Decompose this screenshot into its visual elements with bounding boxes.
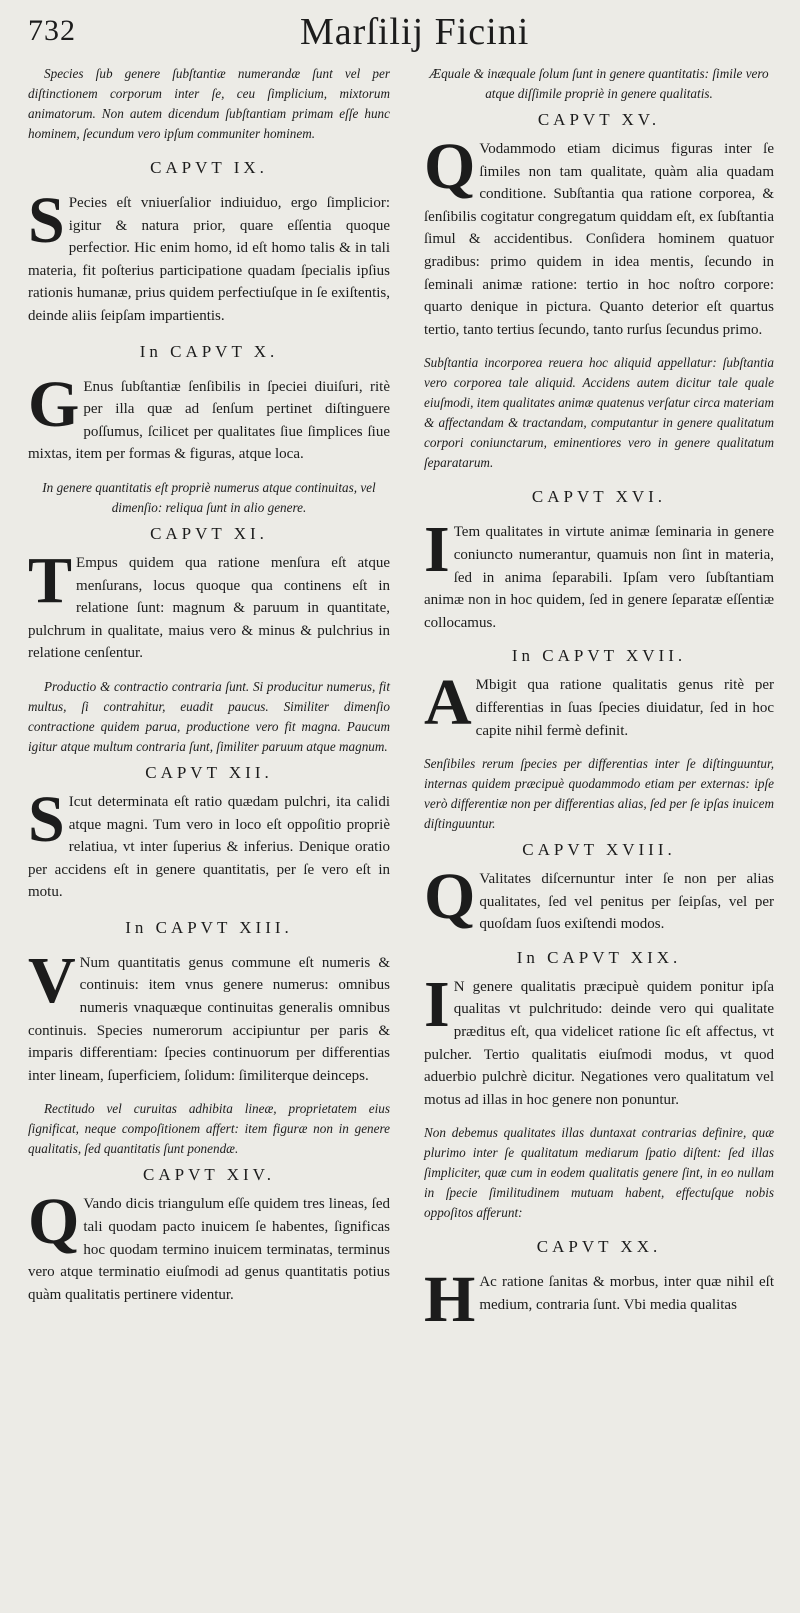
chapter-text xyxy=(28,1185,390,1306)
chapter-text xyxy=(424,1263,774,1337)
chapter-summary: Senſibiles rerum ſpecies per differentias inter ſe diſtinguuntur, internas quidem præcipuè quodammodo etiam per externas: ipſe verò differentiæ non per differentias alias, ſed per ſe ipſas inuicem diſtinguuntur. xyxy=(424,756,774,832)
chapter-heading: In CAPVT XIX. xyxy=(516,947,682,967)
chapter-summary: Subſtantia incorporea reuera hoc aliquid appellatur: ſubſtantia vero corporea tale aliquid. Accidens autem dicitur tale quale eiuſmodi, item qualitates animæ quatenus verſatur circa materiam & affectandam & tractandam, computantur in genere qualitatum corpori coniunctarum, eminentiores vero in genere qualitatum ſeparatarum. xyxy=(424,355,774,471)
chapter-text xyxy=(424,666,774,742)
chapter-body: Num quantitatis genus commune eſt numeris & continuis: item vnus genere numerus: omnibus numeris vnaquæque continuitas generalis omnibus continuis. Species numerorum accipiuntur per paris & imparis differentiam: ſpecies continuorum per differentias inter lineam, ſuperficiem, ſolidum: ſimiliterque deinceps. xyxy=(28,954,390,1084)
drop-cap: I xyxy=(424,513,450,587)
chapter-heading: CAPVT XIV. xyxy=(143,1165,275,1185)
chapter-body: Icut determinata eſt ratio quædam pulchri, ita calidi atque magni. Tum vero in loco eſt oppoſitio propriè relatiua, vt inter ſuperius & inferius. Denique oratio per accidens eſt in genere quantitatis, per ſe vero eſt in motu. xyxy=(28,793,390,901)
drop-cap: G xyxy=(28,367,80,441)
chapter-heading: CAPVT IX. xyxy=(150,158,268,177)
drop-cap: S xyxy=(28,184,65,257)
chapter-body: Mbigit qua ratione qualitatis genus ritè per differentias in ſuas ſpecies diuidatur, ſed in hoc capite nihil fermè definit. xyxy=(475,677,774,739)
chapter-summary: Rectitudo vel curuitas adhibita lineæ, proprietatem eius ſignificat, neque compoſitionem affert: item figuræ non in genere qualitatis, ſed quantitatis ſunt ponendæ. xyxy=(28,1101,390,1157)
page-number: 732 xyxy=(28,14,76,47)
chapter-heading: CAPVT XVIII. xyxy=(522,840,676,860)
chapter-text xyxy=(28,367,390,466)
chapter-body: Empus quidem qua ratione menſura eſt atque menſurans, locus quoque qua continens eſt in relatione ſunt: magnum & paruum in quantitate, pulchrum in qualitate, maius vero & minus & pulchrius in relatione cenſentur. xyxy=(28,554,390,662)
chapter-text xyxy=(424,130,774,341)
chapter-summary: Non debemus qualitates illas duntaxat contrarias definire, quæ plurimo inter ſe qualitatum mediarum ſpatio diſtent: ſed illas ſimpliciter, quæ cum in eodem qualitatis genere ſint, in eo nullam in ſpecie ſimilitudinem mutuam habent, effectuſque nobis oppoſitos afferunt: xyxy=(424,1125,774,1221)
chapter-body: Enus ſubſtantiæ ſenſibilis in ſpeciei diuiſuri, ritè per illa quæ ad ſenſum pertinet diſtinguere poſſumus, ſcilicet per qualitates ſiue ſimplices ſiue mixtas, item per formas & figuras, atque loca. xyxy=(28,378,390,463)
running-head: Marſilij Ficini xyxy=(300,11,530,53)
chapter-text xyxy=(424,860,774,936)
chapter-summary: In genere quantitatis eſt propriè numerus atque continuitas, vel dimenſio: reliqua ſunt in alio genere. xyxy=(42,479,376,515)
chapter-text xyxy=(424,967,774,1112)
chapter-body: Tem qualitates in virtute animæ ſeminaria in genere coniuncto numerantur, quamuis non ſint in materia, ſed in anima ſeparabili. Ipſam vero ſubſtantiam animæ non in hoc quidem, ſed in genere ſeparatæ eſſentiæ collocamus. xyxy=(424,524,774,631)
chapter-text xyxy=(28,782,390,904)
left-column xyxy=(28,64,390,1318)
drop-cap: Q xyxy=(424,130,476,203)
drop-cap: I xyxy=(424,967,450,1041)
drop-cap: H xyxy=(424,1263,476,1337)
drop-cap: Q xyxy=(28,1185,80,1259)
chapter-heading: CAPVT XV. xyxy=(537,110,661,129)
chapter-heading: In CAPVT X. xyxy=(139,341,279,361)
chapter-body: Ac ratione ſanitas & morbus, inter quæ nihil eſt medium, contraria ſunt. Vbi media qualitas xyxy=(479,1274,774,1314)
chapter-heading: CAPVT XVI. xyxy=(531,487,667,507)
chapter-summary: Productio & contractio contraria ſunt. Si producitur numerus, fit multus, ſi contrahitur, euadit paucus. Similiter dimenſio contractione quidem parua, productione vero fit magna. Paucum igitur atque multum contraria ſunt, ſimiliter paruum atque magnum. xyxy=(28,678,390,754)
drop-cap: T xyxy=(28,543,73,617)
drop-cap: V xyxy=(28,943,76,1017)
drop-cap: A xyxy=(424,666,472,740)
chapter-heading: In CAPVT XIII. xyxy=(125,917,293,937)
chapter-summary: Species ſub genere ſubſtantiæ numerandæ ſunt vel per diſtinctionem corporum inter ſe, ceu ſimplicium, mixtorum animatorum. Non autem dicendum ſubſtantiam primam eſſe hunc hominem, ſecundum vero ipſum communiter hominem. xyxy=(28,66,390,141)
chapter-text xyxy=(28,184,390,328)
chapter-text xyxy=(424,513,774,634)
chapter-summary: Æquale & inæquale ſolum ſunt in genere quantitatis: ſimile vero atque diſſimile propriè in genere qualitatis. xyxy=(429,66,769,101)
chapter-body: Pecies eſt vniuerſalior indiuiduo, ergo ſimplicior: igitur & natura prior, quare eſſentia quoque perfectior. Hic enim homo, id eſt homo talis & in tali materia, fit poſterius participatione quadam ſpecialis ipſius rationis humanæ, prius quidem perfectiuſque in ſe exiſtentis, deinde aliis ſeipſam impartientis. xyxy=(28,195,390,324)
chapter-heading: CAPVT XI. xyxy=(150,523,268,543)
chapter-body: N genere qualitatis præcipuè quidem ponitur ipſa qualitas vt pulchritudo: deinde vero qui qualitate præditus eſt, qua videlicet ratione ſic eſt affectus, vt pulcher. Tertio qualitatis eiuſmodi modus, vt quod aduerbio pulchrè dicitur. Negationes vero qualitatum vel motus ad illas in hoc genere non ponuntur. xyxy=(424,978,774,1108)
drop-cap: Q xyxy=(424,860,476,934)
chapter-heading: In CAPVT XVII. xyxy=(511,646,687,666)
drop-cap: S xyxy=(28,782,65,856)
chapter-text xyxy=(28,943,390,1088)
chapter-heading: CAPVT XX. xyxy=(536,1237,662,1257)
chapter-body: Vodammodo etiam dicimus figuras inter ſe ſimiles non tam qualitate, quàm alia quadam conditione. Subſtantia qua ratione corporea, & ſenſibilis cogitatur congregatum quiddam eſt, ex ſubſtantia ſimul & accidentibus. Conſidera hominem quatuor gradibus: primo quidem in idea mentis, ſecundo in ſeminali animæ ratione: tertio in hoc noſtro corpore: quarto denique in pictura. Quanto deterior eſt quartus tertio, tanto tertius ſecundo, tanto rurſus ſecundus primo. xyxy=(424,141,774,338)
chapter-heading: CAPVT XII. xyxy=(145,762,273,782)
chapter-body: Valitates diſcernuntur inter ſe non per alias qualitates, ſed vel penitus per ſeipſas, vel per quoſdam ſuos exiſtendi modos. xyxy=(479,871,774,933)
chapter-text xyxy=(28,543,390,665)
chapter-body: Vando dicis triangulum eſſe quidem tres lineas, ſed tali quodam pacto inuicem ſe habentes, ſignificas hoc quodam termino inuicem terminatas, terminus vero atque terminatio eiuſmodi ad genus quantitatis potius quàm qualitatis pertinere videntur. xyxy=(28,1196,390,1303)
right-column xyxy=(424,64,774,1337)
